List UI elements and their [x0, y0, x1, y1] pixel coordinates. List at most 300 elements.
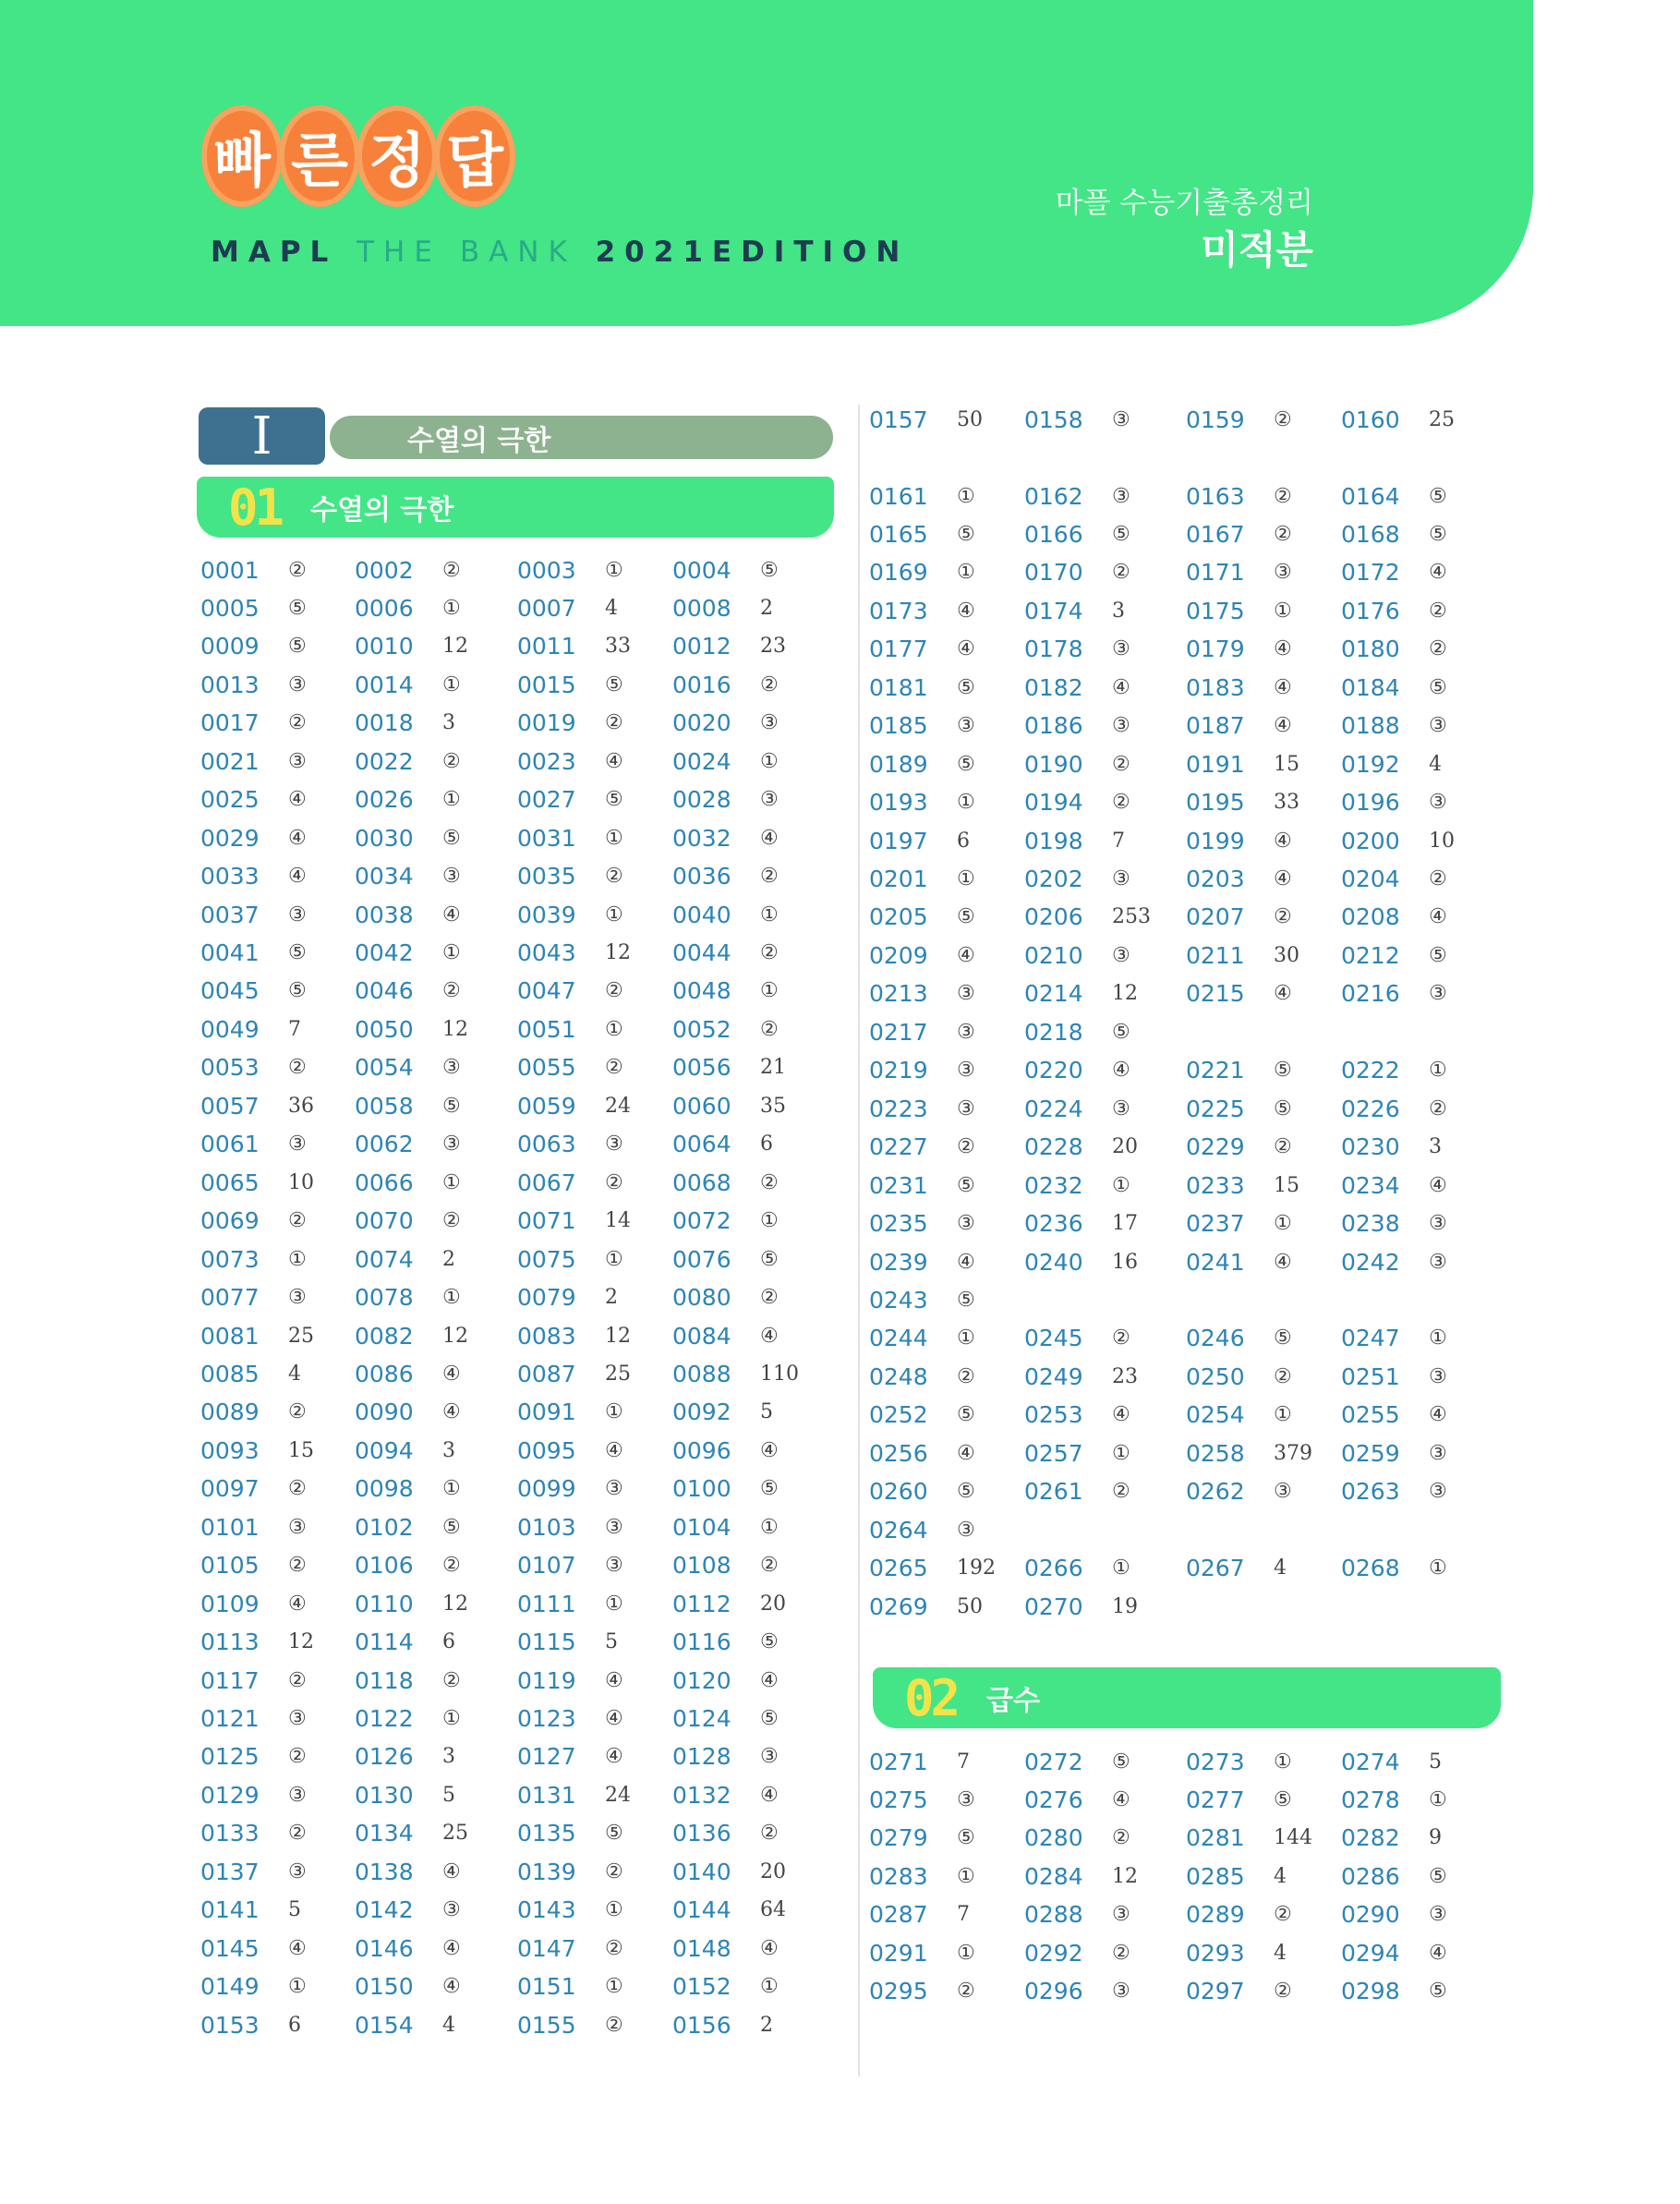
answer-entry [355, 1355, 461, 1392]
question-number: 0014 [355, 671, 414, 698]
answer-value: ② [760, 672, 779, 696]
answer-value: ① [605, 1592, 623, 1616]
question-number: 0106 [355, 1552, 414, 1580]
answer-entry [1341, 1820, 1442, 1857]
question-number: 0126 [355, 1743, 414, 1771]
answer-value: 3 [1112, 599, 1125, 623]
answer-value: ② [957, 1980, 975, 2004]
answer-value: ⑤ [1274, 1787, 1292, 1811]
question-number: 0072 [672, 1207, 731, 1235]
answer-entry [1341, 1743, 1442, 1780]
answer-entry [672, 1126, 773, 1163]
answer-entry [355, 1853, 461, 1890]
question-number: 0213 [869, 980, 928, 1008]
answer-value: 5 [288, 1898, 301, 1922]
logo-char-2: 른 [279, 105, 360, 207]
question-number: 0046 [355, 977, 414, 1005]
section-01-title: 수열의 극한 [310, 494, 454, 527]
answer-entry [517, 1049, 623, 1086]
answer-value: ③ [442, 1132, 461, 1156]
answer-value: ① [760, 1515, 779, 1539]
answer-entry [1024, 937, 1130, 974]
answer-entry [672, 1508, 779, 1545]
brand-edition: 2021EDITION [595, 236, 910, 269]
question-number: 0197 [869, 827, 928, 854]
question-number: 0288 [1024, 1901, 1083, 1929]
answer-value: 19 [1112, 1594, 1138, 1618]
answer-value: ④ [605, 1707, 623, 1730]
question-number: 0049 [200, 1015, 260, 1043]
answer-entry [517, 705, 623, 742]
answer-value: ① [760, 979, 779, 1003]
question-number: 0220 [1024, 1057, 1083, 1084]
answer-entry [517, 935, 631, 972]
answer-value: ② [605, 711, 623, 735]
answer-value: 6 [288, 2013, 301, 2037]
answer-value: ② [605, 1859, 623, 1883]
answer-value: ④ [288, 1592, 307, 1616]
answer-entry [1024, 861, 1130, 898]
question-number: 0279 [869, 1824, 928, 1852]
section-02-bar [873, 1667, 1501, 1728]
answer-entry [355, 1126, 461, 1163]
question-number: 0230 [1341, 1133, 1400, 1161]
question-number: 0142 [355, 1896, 414, 1924]
answer-value: 379 [1274, 1441, 1312, 1465]
question-number: 0223 [869, 1095, 928, 1122]
answer-entry [517, 2006, 623, 2043]
answer-value: ① [957, 791, 975, 815]
question-number: 0128 [672, 1743, 731, 1771]
question-number: 0232 [1024, 1171, 1083, 1199]
answer-value: 12 [442, 1324, 468, 1348]
answer-entry [1341, 1473, 1447, 1510]
answer-entry [869, 592, 975, 629]
answer-value: ④ [1112, 1403, 1130, 1427]
question-number: 0088 [672, 1360, 731, 1387]
answer-entry [355, 628, 468, 665]
answer-value: ② [1112, 752, 1130, 776]
answer-entry [355, 1508, 461, 1545]
question-number: 0048 [672, 977, 731, 1005]
answer-entry [869, 1397, 975, 1434]
answer-value: ③ [1274, 561, 1292, 585]
answer-value: ⑤ [288, 635, 307, 659]
answer-value: ③ [760, 711, 779, 735]
answer-entry [1341, 1973, 1447, 2010]
question-number: 0132 [672, 1781, 731, 1809]
question-number: 0075 [517, 1245, 576, 1273]
answer-value: ② [1274, 1980, 1292, 2004]
answer-entry [200, 1624, 314, 1661]
answer-value: ④ [442, 1400, 461, 1424]
question-number: 0032 [672, 824, 731, 852]
question-number: 0287 [869, 1901, 928, 1929]
question-number: 0254 [1186, 1401, 1245, 1429]
answer-value: 30 [1274, 943, 1299, 967]
answer-value: ③ [288, 749, 307, 773]
answer-value: ③ [1429, 982, 1447, 1006]
question-number: 0155 [517, 2011, 576, 2039]
logo-char-1: 빠 [201, 105, 283, 207]
question-number: 0269 [869, 1592, 928, 1620]
answer-value: ② [1274, 1364, 1292, 1388]
answer-value: ② [442, 749, 461, 773]
answer-value: 3 [442, 711, 455, 735]
answer-entry [355, 1547, 461, 1584]
answer-entry [200, 973, 307, 1010]
answer-value: 33 [605, 635, 631, 659]
answer-entry [1024, 401, 1130, 438]
question-number: 0102 [355, 1513, 414, 1541]
answer-entry [1186, 1243, 1292, 1280]
answer-value: 192 [957, 1556, 996, 1580]
question-number: 0164 [1341, 482, 1400, 510]
question-number: 0238 [1341, 1210, 1400, 1238]
answer-entry [200, 1508, 307, 1545]
question-number: 0205 [869, 903, 928, 931]
answer-entry [1341, 1243, 1447, 1280]
answer-entry [200, 1126, 307, 1163]
answer-entry [1186, 1858, 1287, 1895]
answer-value: 7 [1112, 829, 1125, 853]
question-number: 0271 [869, 1748, 928, 1775]
answer-entry [1341, 1896, 1447, 1933]
answer-entry [517, 1126, 623, 1163]
question-number: 0110 [355, 1590, 414, 1617]
question-number: 0278 [1341, 1786, 1400, 1813]
question-number: 0233 [1186, 1171, 1245, 1199]
answer-value: ② [760, 1170, 779, 1194]
answer-entry [672, 1394, 773, 1431]
answer-value: 4 [1274, 1941, 1287, 1965]
answer-value: 4 [288, 1362, 301, 1386]
header-banner [0, 0, 1533, 326]
answer-value: ② [1274, 1135, 1292, 1159]
answer-value: ① [442, 672, 461, 696]
answer-value: ⑤ [288, 596, 307, 620]
question-number: 0198 [1024, 827, 1083, 854]
answer-value: ⑤ [605, 788, 623, 812]
answer-entry [1186, 1820, 1312, 1857]
answer-entry [355, 1432, 455, 1469]
question-number: 0267 [1186, 1555, 1245, 1582]
question-number: 0113 [200, 1629, 260, 1656]
question-number: 0074 [355, 1245, 414, 1273]
answer-value: ③ [957, 1787, 975, 1811]
answer-value: 16 [1112, 1250, 1138, 1274]
answer-entry [672, 1701, 779, 1738]
answer-value: ④ [1429, 1941, 1447, 1965]
question-number: 0116 [672, 1629, 731, 1656]
answer-entry [672, 1279, 779, 1316]
answer-entry [672, 1355, 799, 1392]
answer-value: 50 [957, 1594, 983, 1618]
answer-value: ⑤ [1274, 1326, 1292, 1350]
answer-entry [1186, 1973, 1292, 2010]
answer-value: ② [605, 979, 623, 1003]
question-number: 0109 [200, 1590, 260, 1617]
answer-value: ③ [1112, 1096, 1130, 1120]
answer-value: ③ [288, 1515, 307, 1539]
question-number: 0152 [672, 1973, 731, 2001]
answer-entry [200, 743, 307, 780]
answer-value: ① [1112, 1441, 1130, 1465]
answer-entry [517, 551, 623, 588]
question-number: 0148 [672, 1934, 731, 1962]
answer-value: ④ [442, 1975, 461, 1999]
answer-value: 4 [1274, 1864, 1287, 1888]
answer-value: ⑤ [1429, 675, 1447, 699]
answer-entry [1024, 1858, 1138, 1895]
answer-entry [1186, 745, 1299, 782]
question-number: 0151 [517, 1973, 576, 2001]
question-number: 0117 [200, 1666, 260, 1694]
answer-value: ④ [288, 1936, 307, 1960]
question-number: 0165 [869, 520, 928, 548]
answer-entry [869, 1781, 975, 1818]
answer-value: 4 [442, 2013, 455, 2037]
answer-value: 4 [605, 596, 618, 620]
question-number: 0007 [517, 594, 576, 622]
answer-entry [672, 1164, 779, 1201]
answer-value: ⑤ [1274, 1096, 1292, 1120]
answer-entry [1186, 1320, 1292, 1357]
question-number: 0295 [869, 1978, 928, 2005]
answer-value: ① [605, 1898, 623, 1922]
question-number: 0129 [200, 1781, 260, 1809]
question-number: 0067 [517, 1169, 576, 1196]
question-number: 0050 [355, 1015, 414, 1043]
answer-value: 5 [605, 1630, 618, 1654]
answer-entry [672, 896, 779, 933]
answer-entry [1341, 1435, 1447, 1471]
question-number: 0080 [672, 1284, 731, 1312]
answer-value: ③ [1112, 484, 1130, 508]
answer-value: 25 [605, 1362, 631, 1386]
answer-entry [869, 1167, 975, 1204]
answer-entry [200, 1394, 307, 1431]
answer-entry [1341, 937, 1447, 974]
question-number: 0242 [1341, 1248, 1400, 1276]
question-number: 0231 [869, 1171, 928, 1199]
answer-value: ⑤ [957, 1173, 975, 1197]
answer-entry [1186, 1781, 1292, 1818]
question-number: 0187 [1186, 712, 1245, 740]
answer-value: ⑤ [1429, 484, 1447, 508]
answer-value: ① [605, 1400, 623, 1424]
answer-value: ③ [760, 788, 779, 812]
question-number: 0150 [355, 1973, 414, 2001]
question-number: 0158 [1024, 406, 1083, 433]
answer-value: 144 [1274, 1826, 1312, 1850]
answer-value: ② [1112, 561, 1130, 585]
question-number: 0070 [355, 1207, 414, 1235]
answer-entry [517, 896, 623, 933]
question-number: 0194 [1024, 789, 1083, 817]
answer-value: ③ [1112, 637, 1130, 661]
answer-value: ⑤ [957, 1403, 975, 1427]
answer-value: ③ [288, 1707, 307, 1730]
question-number: 0058 [355, 1092, 414, 1120]
logo-char-4: 답 [434, 105, 515, 207]
question-number: 0188 [1341, 712, 1400, 740]
answer-value: ① [442, 1286, 461, 1310]
answer-value: 12 [605, 941, 631, 964]
question-number: 0251 [1341, 1362, 1400, 1390]
question-number: 0091 [517, 1399, 576, 1426]
question-number: 0090 [355, 1399, 414, 1426]
answer-value: ① [605, 1975, 623, 1999]
question-number: 0261 [1024, 1478, 1083, 1506]
question-number: 0190 [1024, 750, 1083, 778]
question-number: 0239 [869, 1248, 928, 1276]
answer-value: ① [1429, 1787, 1447, 1811]
question-number: 0033 [200, 863, 260, 890]
question-number: 0252 [869, 1401, 928, 1429]
answer-entry [200, 1241, 307, 1278]
question-number: 0027 [517, 786, 576, 814]
question-number: 0208 [1341, 903, 1400, 931]
answer-entry [355, 1892, 461, 1929]
question-number: 0066 [355, 1169, 414, 1196]
question-number: 0085 [200, 1360, 260, 1387]
answer-entry [517, 973, 623, 1010]
section-01-number: 01 [228, 478, 282, 537]
question-number: 0123 [517, 1705, 576, 1732]
question-number: 0036 [672, 863, 731, 890]
question-number: 0277 [1186, 1786, 1245, 1813]
question-number: 0015 [517, 671, 576, 698]
answer-value: ④ [1274, 867, 1292, 890]
answer-value: ② [288, 1668, 307, 1692]
answer-value: ① [1274, 1750, 1292, 1774]
question-number: 0124 [672, 1705, 731, 1732]
answer-value: 25 [1429, 407, 1455, 431]
answer-value: 110 [760, 1362, 799, 1386]
answer-entry [517, 1471, 623, 1508]
question-number: 0272 [1024, 1748, 1083, 1775]
question-number: 0168 [1341, 520, 1400, 548]
question-number: 0134 [355, 1820, 414, 1847]
answer-entry [1186, 784, 1299, 821]
answer-entry [869, 937, 975, 974]
answer-value: ② [1274, 522, 1292, 546]
question-number: 0167 [1186, 520, 1245, 548]
answer-entry [672, 1892, 786, 1929]
answer-value: 9 [1429, 1826, 1442, 1850]
answer-value: ② [1274, 905, 1292, 929]
answer-entry [1024, 1934, 1130, 1971]
answer-entry [1341, 822, 1455, 859]
question-number: 0214 [1024, 980, 1083, 1008]
question-number: 0184 [1341, 673, 1400, 701]
answer-value: 10 [1429, 829, 1455, 853]
answer-entry [517, 1203, 631, 1240]
answer-entry [672, 551, 779, 588]
question-number: 0053 [200, 1054, 260, 1082]
answer-value: 6 [957, 829, 970, 853]
answer-value: 3 [442, 1438, 455, 1462]
question-number: 0171 [1186, 559, 1245, 587]
answer-entry [869, 478, 975, 515]
answer-value: ④ [760, 1783, 779, 1807]
answer-value: ① [1429, 1059, 1447, 1083]
answer-value: ③ [288, 1286, 307, 1310]
question-number: 0235 [869, 1210, 928, 1238]
answer-entry [517, 1815, 623, 1852]
answer-entry [1341, 1858, 1447, 1895]
answer-entry [200, 551, 307, 588]
answer-value: ④ [1429, 905, 1447, 929]
question-number: 0020 [672, 709, 731, 737]
answer-entry [1341, 784, 1447, 821]
answer-value: ① [1274, 1403, 1292, 1427]
answer-entry [355, 1279, 461, 1316]
question-number: 0283 [869, 1862, 928, 1890]
answer-entry [1341, 401, 1455, 438]
answer-entry [672, 1087, 786, 1124]
answer-entry [869, 1013, 975, 1050]
question-number: 0250 [1186, 1362, 1245, 1390]
question-number: 0034 [355, 863, 414, 890]
answer-entry [517, 589, 618, 626]
answer-entry [355, 743, 461, 780]
answer-entry [355, 1815, 468, 1852]
question-number: 0294 [1341, 1939, 1400, 1967]
answer-value: ⑤ [605, 1822, 623, 1846]
answer-entry [200, 1279, 307, 1316]
answer-entry [869, 1435, 975, 1471]
question-number: 0062 [355, 1131, 414, 1158]
question-number: 0141 [200, 1896, 260, 1924]
answer-value: 20 [1112, 1135, 1138, 1159]
answer-entry [1186, 822, 1292, 859]
question-number: 0153 [200, 2011, 260, 2039]
answer-entry [200, 781, 307, 818]
question-number: 0031 [517, 824, 576, 852]
answer-entry [200, 1087, 314, 1124]
answer-value: 12 [442, 635, 468, 659]
answer-value: ⑤ [760, 1247, 779, 1271]
answer-value: ③ [605, 1477, 623, 1501]
question-number: 0038 [355, 901, 414, 928]
answer-value: ③ [605, 1132, 623, 1156]
answer-entry [869, 631, 975, 668]
answer-entry [355, 705, 455, 742]
answer-value: ② [605, 865, 623, 889]
answer-value: ③ [288, 672, 307, 696]
answer-entry [869, 1358, 975, 1395]
question-number: 0061 [200, 1131, 260, 1158]
question-number: 0145 [200, 1934, 260, 1962]
question-number: 0093 [200, 1436, 260, 1464]
question-number: 0157 [869, 406, 928, 433]
question-number: 0202 [1024, 866, 1083, 892]
answer-entry [200, 1355, 301, 1392]
question-number: 0121 [200, 1705, 260, 1732]
question-number: 0255 [1341, 1401, 1400, 1429]
answer-entry [1024, 1397, 1130, 1434]
answer-entry [200, 1432, 314, 1469]
answer-value: ④ [1274, 637, 1292, 661]
question-number: 0059 [517, 1092, 576, 1120]
answer-value: 21 [760, 1056, 786, 1080]
question-number: 0173 [869, 597, 928, 624]
answer-entry [1341, 1781, 1447, 1818]
answer-value: 12 [442, 1017, 468, 1041]
answer-value: ④ [442, 1362, 461, 1386]
